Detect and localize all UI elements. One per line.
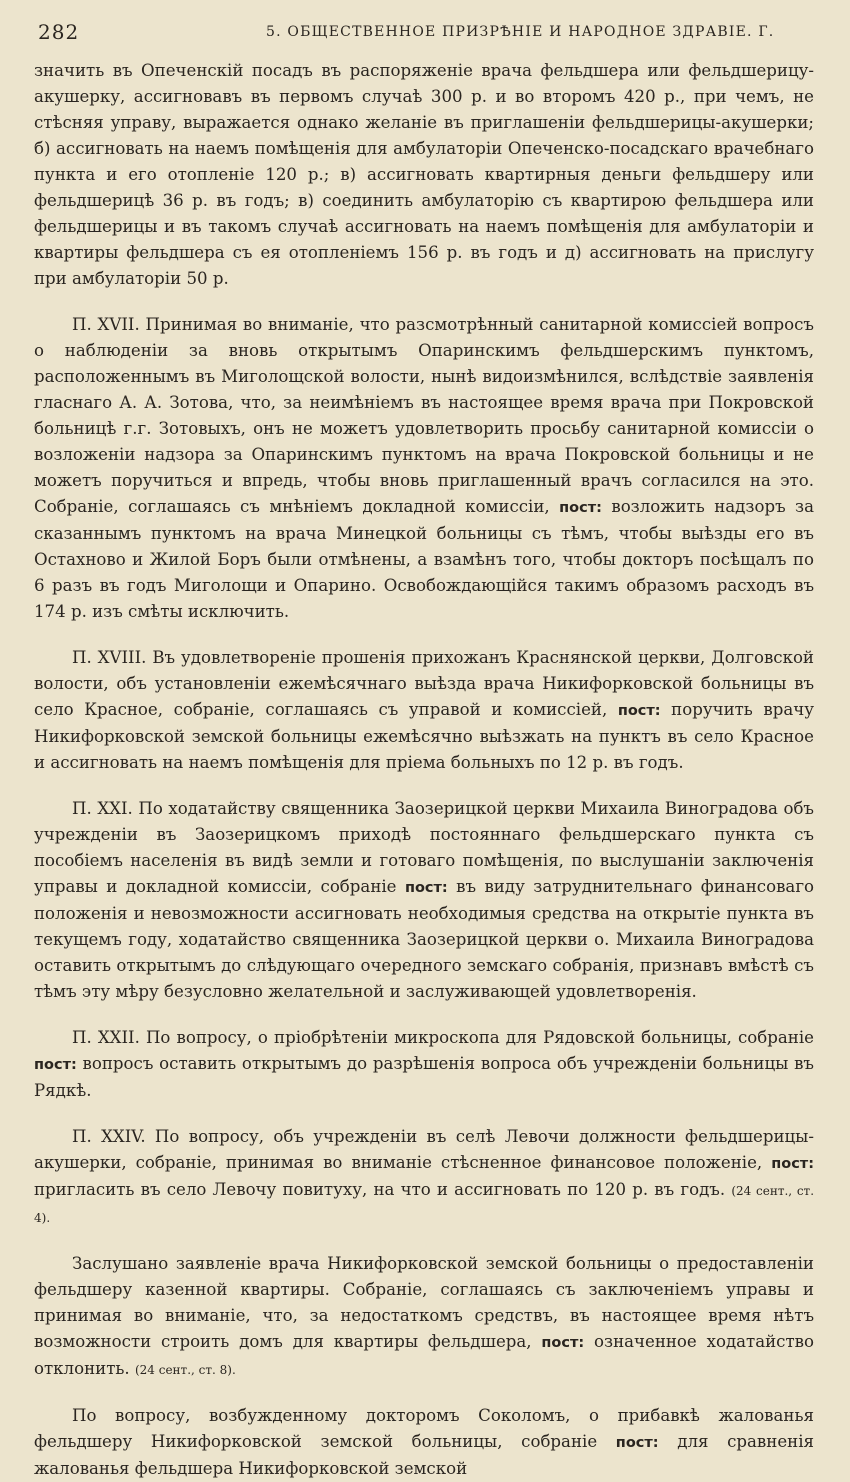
paragraph-text: П. XXIV. По вопросу, объ учрежденіи въ селѣ Левочи должности фельдшерицы-акушерки, собраніе, принимая во вниманіе стѣсненное финансовое положеніе, [34,1127,814,1172]
running-head: 5. ОБЩЕСТВЕННОЕ ПРИЗРѢНIЕ И НАРОДНОЕ ЗДРАВIЕ. Г. [266,24,775,40]
session-reference: (24 сент., ст. 8). [134,1363,236,1377]
paragraph-text: значить въ Опеченскій посадъ въ распоряженіе врача фельдшера или фельдшерицу-акушерку, ассигновавъ въ первомъ случаѣ 300 р. и во второмъ 420 р., при чемъ, не стѣсняя управу, выражается однако желаніе въ приглашеніи фельдшерицы-акушерки; б) ассигновать на наемъ помѣщенія для амбулаторіи Опеченско-посадскаго врачебнаго пункта и его отопленіе 120 р.; в) ассигновать квартирныя деньги фельдшеру или фельдшерицѣ 36 р. въ годъ; в) соединить амбулаторію съ квартирою фельдшера или фельдшерицы и въ такомъ случаѣ ассигновать на наемъ помѣщенія для амбулаторіи и квартиры фельдшера съ ея отопленіемъ 156 р. въ годъ и д) ассигновать на прислугу при амбулаторіи 50 р. [34,61,814,288]
paragraph-text: П. XVII. Принимая во вниманіе, что разсмотрѣнный санитарной комиссіей вопросъ о наблюденіи за вновь открытымъ Опаринскимъ фельдшерскимъ пунктомъ, расположеннымъ въ Миголощской волости, нынѣ видоизмѣнился, вслѣдствіе заявленія гласнаго А. А. Зотова, что, за неимѣніемъ въ настоящее время врача при Покровской больницѣ г.г. Зотовыхъ, онъ не можетъ удовлетворить просьбу санитарной комиссіи о возложеніи надзора за Опаринскимъ пунктомъ на врача Покровской больницы и не можетъ поручиться и впредь, чтобы вновь приглашенный врачъ согласился на это. Собраніе, соглашаясь съ мнѣніемъ докладной комиссіи, [34,315,814,516]
paragraph-xxi [34,796,814,1005]
paragraph-text: По вопросу, возбужденному докторомъ Соколомъ, о прибавкѣ жалованья фельдшеру Никифорковской земской больницы, собраніе [34,1406,814,1451]
resolution-keyword: пост: [771,1156,814,1172]
resolution-keyword: пост: [541,1335,585,1351]
paragraph-text: пригласить въ село Левочу повитуху, на что и ассигновать по 120 р. въ годъ. [34,1180,732,1199]
resolution-keyword: пост: [404,880,448,896]
paragraph-text: возложить надзоръ за сказаннымъ пунктомъ на врача Минецкой больницы съ тѣмъ, чтобы выѣзды его въ Остахново и Жилой Боръ были отмѣнены, а взамѣнъ того, чтобы докторъ посѣщалъ по 6 разъ въ годъ Миголощи и Опарино. Освобождающійся такимъ образомъ расходъ въ 174 р. изъ смѣты исключить. [34,497,814,621]
paragraph-xviii [34,645,814,776]
paragraph-text: поручить врачу Никифорковской земской больницы ежемѣсячно выѣзжать на пунктъ въ село Красное и ассигновать на наемъ помѣщенія для пріема больныхъ по 12 р. въ годъ. [34,700,815,772]
paragraph-text: П. XXII. По вопросу, о пріобрѣтеніи микроскопа для Рядовской больницы, собраніе [72,1028,814,1047]
resolution-keyword: пост: [559,500,602,516]
paragraph-continuation [34,58,814,292]
paragraph-text: Заслушано заявленіе врача Никифорковской земской больницы о предоставленіи фельдшеру казенной квартиры. Собраніе, соглашаясь съ заключеніемъ управы и принимая во вниманіе, что, за недостаткомъ средствъ, въ настоящее время нѣтъ возможности строить домъ для квартиры фельдшера, [34,1254,814,1351]
paragraph-text: для сравненія жалованья фельдшера Никифорковской земской [34,1432,814,1478]
paragraph-xxiv [34,1124,814,1231]
paragraph-xvii [34,312,814,625]
paragraph-text: П. XVIII. Въ удовлетвореніе прошенія прихожанъ Краснянской церкви, Долговской волости, объ установленіи ежемѣсячнаго выѣзда врача Никифорковской больницы въ село Красное, собраніе, соглашаясь съ управой и комиссіей, [34,648,814,719]
paragraph-text: въ виду затруднительнаго финансоваго положенія и невозможности ассигновать необходимыя средства на открытіе пункта въ текущемъ году, ходатайство священника Заозерицкой церкви о. Михаила Виноградова оставить открытымъ до слѣдующаго очередного земскаго собранія, признавъ вмѣстѣ съ тѣмъ эту мѣру безусловно желательной и заслуживающей удовлетворенія. [34,877,815,1001]
page-body [34,58,814,1482]
resolution-keyword: пост: [617,703,661,719]
paragraph-text: вопросъ оставить открытымъ до разрѣшенія вопроса объ учрежденіи больницы въ Рядкѣ. [34,1054,814,1100]
resolution-keyword: пост: [615,1435,659,1451]
paragraph-apartment [34,1251,814,1383]
session-reference: (24 сент., ст. 4). [34,1184,815,1225]
paragraph-xxii [34,1025,814,1104]
paragraph-salary [34,1403,814,1482]
page-header [34,18,816,48]
page-number: 282 [38,20,80,44]
paragraph-text: П. XXI. По ходатайству священника Заозерицкой церкви Михаила Виноградова объ учрежденіи въ Заозерицкомъ приходѣ постояннаго фельдшерскаго пункта съ пособіемъ населенія въ видѣ земли и готоваго помѣщенія, по выслушаніи заключенія управы и докладной комиссіи, собраніе [34,799,814,896]
resolution-keyword: пост: [34,1057,77,1073]
paragraph-text: означенное ходатайство отклонить. [34,1332,814,1378]
